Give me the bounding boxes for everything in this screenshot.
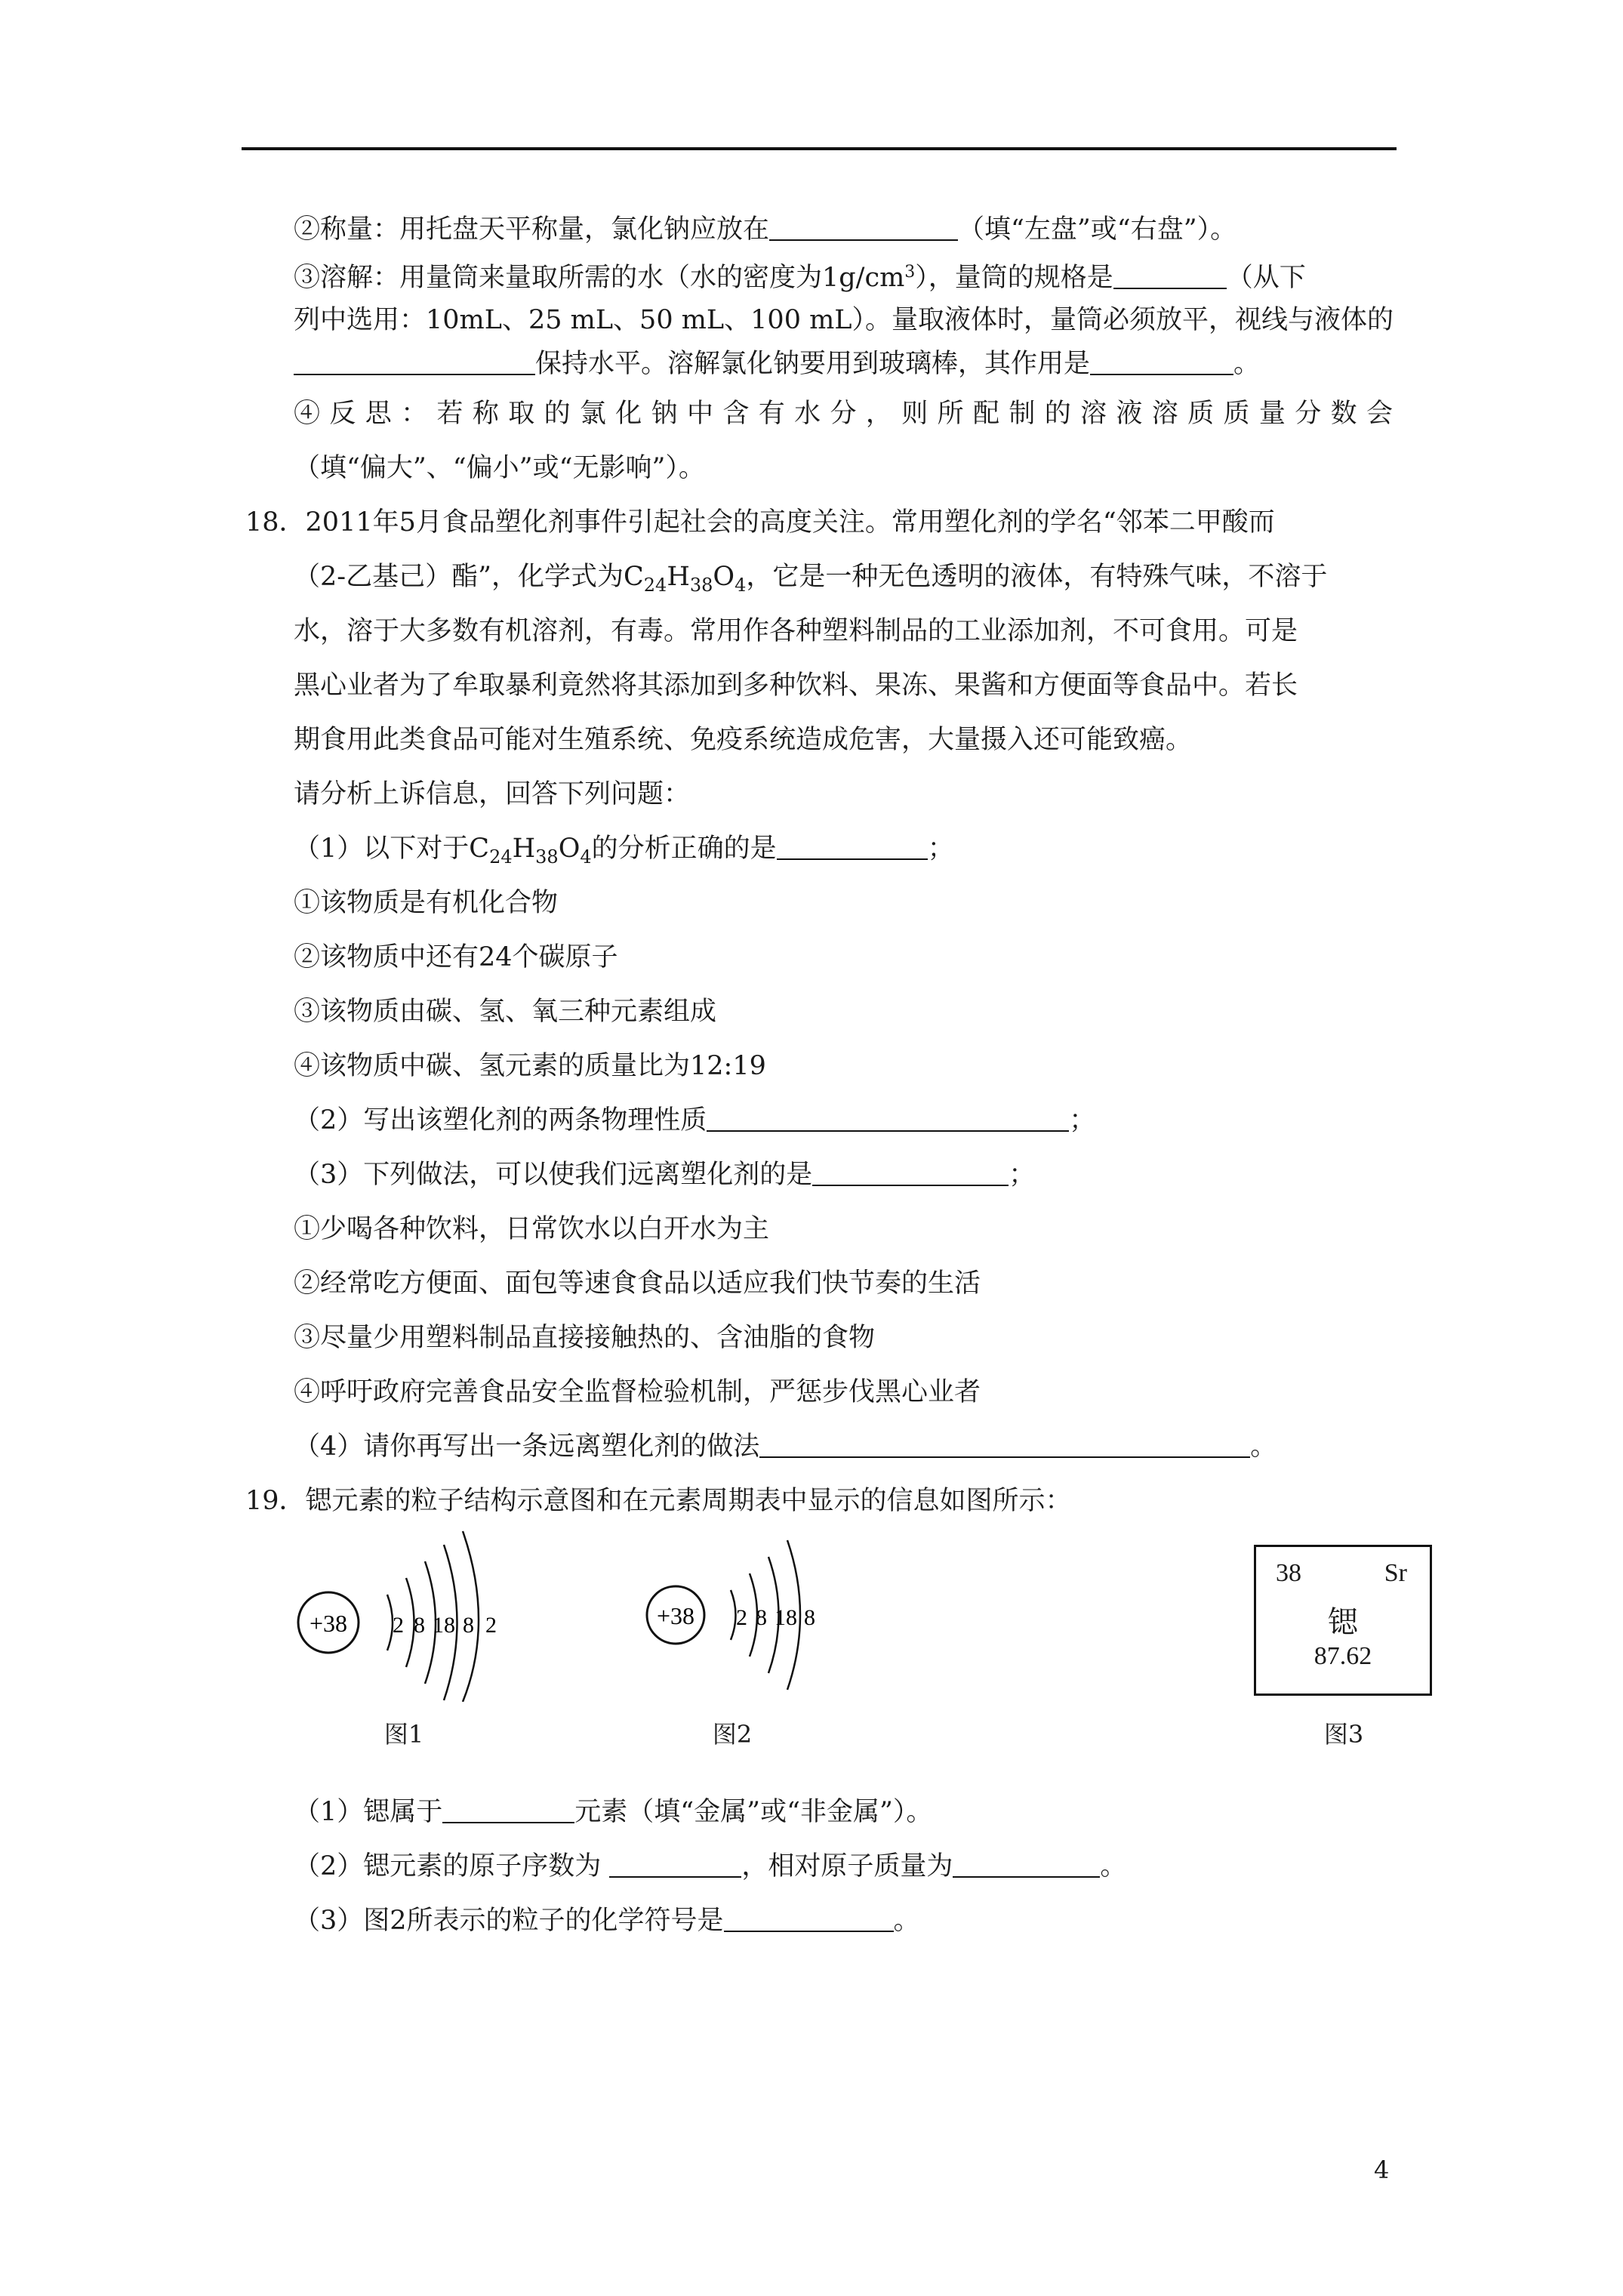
nucleus-charge: +38	[656, 1602, 695, 1629]
q18-stem-line5: 期食用此类食品可能对生殖系统、免疫系统造成危害，大量摄入还可能致癌。	[294, 725, 1193, 755]
q18-stem-line3: 水，溶于大多数有机溶剂，有毒。常用作各种塑料制品的工业添加剂，不可食用。可是	[294, 616, 1298, 646]
shell-electron-count: 2	[393, 1613, 404, 1638]
answer-blank[interactable]	[777, 834, 928, 860]
q17-dissolve-line: ③溶解：用量筒来量取所需的水（水的密度为$1g/cm^3$），量筒的规格是 （从下	[294, 263, 1306, 293]
q18-stem-line1: 18．2011年5月食品塑化剂事件引起社会的高度关注。常用塑化剂的学名“邻苯二甲酸而	[245, 507, 1275, 538]
q18-option: ④呼吁政府完善食品安全监督检验机制，严惩步伐黑心业者	[294, 1377, 981, 1407]
shell-electron-count: 2	[485, 1613, 497, 1638]
answer-blank[interactable]	[724, 1906, 894, 1932]
q19-part3: （3）图2所表示的粒子的化学符号是 。	[294, 1906, 920, 1936]
q18-stem-line2: （2-乙基己）酯”，化学式为$C_{24}H_{38}O_4$，它是一种无色透明的液体，有特殊气味，不溶于	[294, 562, 1328, 596]
q19-part1: （1）锶属于 元素（填“金属”或“非金属”）。	[294, 1797, 933, 1827]
answer-blank[interactable]	[707, 1106, 1069, 1132]
q18-option: ①少喝各种饮料，日常饮水以白开水为主	[294, 1214, 770, 1244]
q18-option: ③该物质由碳、氢、氧三种元素组成	[294, 997, 717, 1027]
figure-caption: 图1	[383, 1720, 424, 1749]
strontium-atom-diagram	[291, 1528, 532, 1702]
shell-electron-count: 8	[463, 1613, 474, 1638]
shell-electron-count: 8	[414, 1613, 425, 1638]
answer-blank[interactable]	[609, 1852, 741, 1878]
answer-blank[interactable]	[812, 1160, 1009, 1186]
shell-electron-count: 2	[736, 1605, 747, 1630]
q19-figures	[245, 1528, 1407, 1785]
shell-electron-count: 8	[804, 1605, 815, 1630]
q18-prompt: 请分析上诉信息，回答下列问题：	[294, 779, 691, 809]
q18-part3: （3）下列做法，可以使我们远离塑化剂的是 ；	[294, 1160, 1036, 1190]
worksheet-page	[245, 202, 1407, 1948]
q18-part2: （2）写出该塑化剂的两条物理性质 ；	[294, 1105, 1096, 1136]
q18-option: ②该物质中还有24个碳原子	[294, 942, 618, 972]
q18-option: ②经常吃方便面、面包等速食食品以适应我们快节奏的生活	[294, 1268, 981, 1299]
q18-option: ③尽量少用塑料制品直接接触热的、含油脂的食物	[294, 1323, 876, 1353]
element-symbol: Sr	[1384, 1559, 1407, 1587]
answer-blank[interactable]	[1090, 350, 1233, 375]
q17-reflect-line: ④反思：若称取的氯化钠中含有水分，则所配制的溶液溶质质量分数会	[294, 399, 1393, 429]
atomic-number: 38	[1276, 1559, 1301, 1587]
periodic-table-tile	[1254, 1545, 1432, 1696]
q17-reflect-line2: （填“偏大”、“偏小”或“无影响”）。	[294, 453, 705, 483]
q17-weigh-line: ②称量：用托盘天平称量，氯化钠应放在 （填“左盘”或“右盘”）。	[294, 214, 1237, 245]
element-name: 锶	[1328, 1605, 1358, 1639]
q18-part4: （4）请你再写出一条远离塑化剂的做法 。	[294, 1432, 1277, 1462]
answer-blank[interactable]	[1113, 264, 1227, 289]
figure-caption: 图3	[1323, 1720, 1364, 1749]
q18-part1: （1）以下对于$C_{24}H_{38}O_4$的分析正确的是 ；	[294, 834, 954, 868]
page-number: 4	[1374, 2156, 1390, 2184]
answer-blank[interactable]	[769, 215, 958, 241]
q17-dissolve-line3: 保持水平。溶解氯化钠要用到玻璃棒，其作用是 。	[245, 341, 1393, 387]
shell-electron-count: 8	[756, 1605, 767, 1630]
shell-electron-count: 18	[775, 1605, 797, 1630]
answer-blank[interactable]	[442, 1798, 574, 1823]
q18-option: ①该物质是有机化合物	[294, 888, 559, 918]
nucleus-charge: +38	[309, 1610, 348, 1637]
answer-blank[interactable]	[759, 1432, 1250, 1458]
atomic-mass: 87.62	[1313, 1642, 1372, 1670]
figure-caption: 图2	[712, 1720, 753, 1749]
q18-stem-line4: 黑心业者为了牟取暴利竟然将其添加到多种饮料、果冻、果酱和方便面等食品中。若长	[294, 670, 1298, 701]
q19-stem: 19．锶元素的粒子结构示意图和在元素周期表中显示的信息如图所示：	[245, 1486, 1072, 1516]
header-rule	[242, 147, 1397, 150]
q17-dissolve-line2: 列中选用：10mL、25 mL、50 mL、100 mL）。量取液体时，量筒必须放平，视线与液体的	[294, 305, 1394, 335]
answer-blank[interactable]	[294, 350, 535, 375]
q18-option: ④该物质中碳、氢元素的质量比为12:19	[294, 1051, 766, 1081]
answer-blank[interactable]	[953, 1852, 1100, 1878]
strontium-ion-diagram	[642, 1528, 868, 1702]
q19-part2: （2）锶元素的原子序数为 ，相对原子质量为 。	[294, 1851, 1127, 1881]
shell-electron-count: 18	[433, 1613, 455, 1638]
